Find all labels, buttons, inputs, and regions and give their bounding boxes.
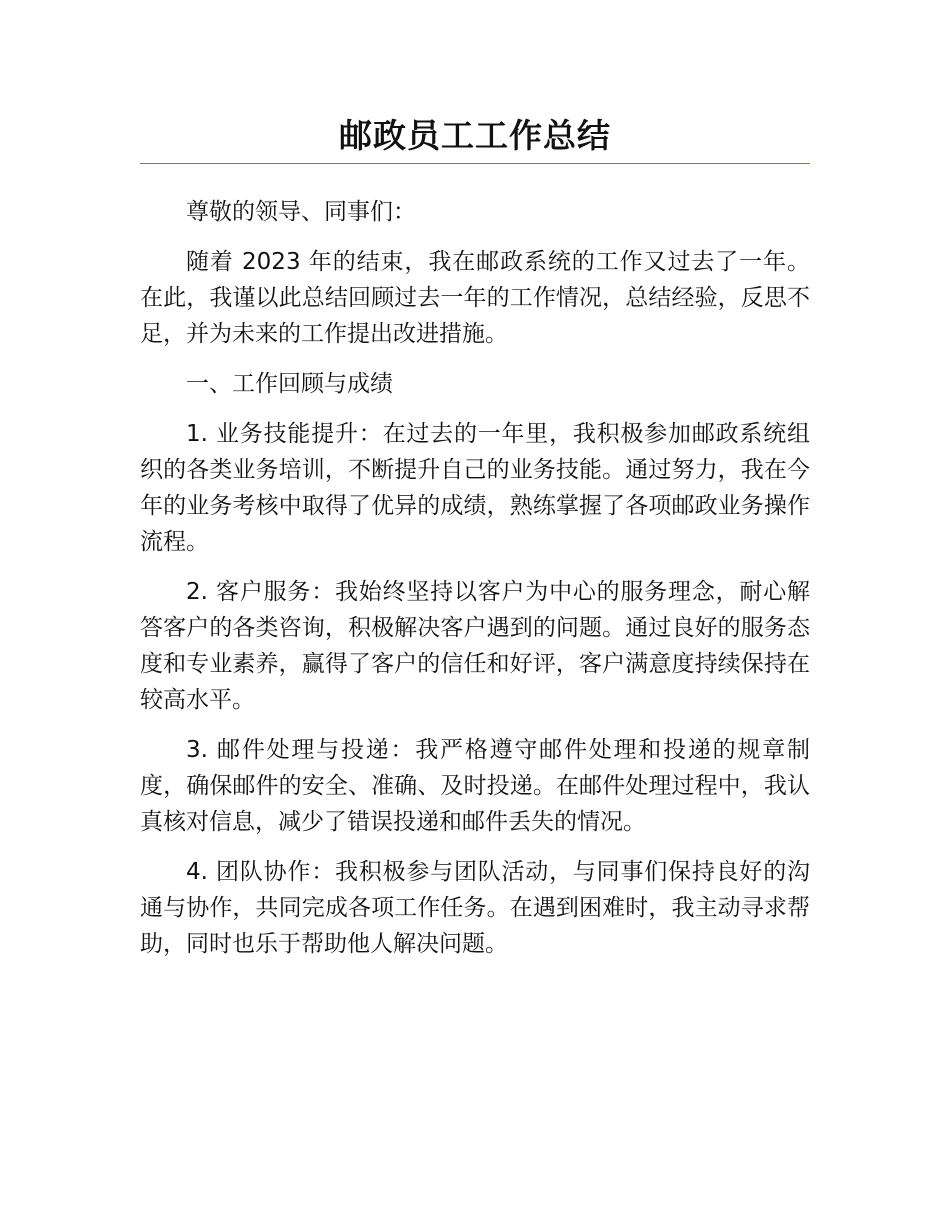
section-heading: 一、工作回顾与成绩 (186, 371, 393, 397)
intro-paragraph: 随着 2023 年的结束，我在邮政系统的工作又过去了一年。在此，我谨以此总结回顾过去一年的工作情况，总结经验，反思不足，并为未来的工作提出改进措施。 (140, 249, 810, 347)
page-title: 邮政员工工作总结 (339, 116, 611, 155)
item-paragraph-teamwork: 4. 团队协作：我积极参与团队活动，与同事们保持良好的沟通与协作，共同完成各项工作任务。在遇到困难时，我主动寻求帮助，同时也乐于帮助他人解决问题。 (140, 859, 810, 957)
item-paragraph-mail-handling: 3. 邮件处理与投递：我严格遵守邮件处理和投递的规章制度，确保邮件的安全、准确、及时投递。在邮件处理过程中，我认真核对信息，减少了错误投递和邮件丢失的情况。 (140, 737, 810, 835)
document-body (140, 194, 810, 976)
item-paragraph-customer-service: 2. 客户服务：我始终坚持以客户为中心的服务理念，耐心解答客户的各类咨询，积极解决客户遇到的问题。通过良好的服务态度和专业素养，赢得了客户的信任和好评，客户满意度持续保持在较高水平。 (140, 579, 810, 713)
salutation-paragraph: 尊敬的领导、同事们： (186, 199, 416, 225)
item-paragraph-skills: 1. 业务技能提升：在过去的一年里，我积极参加邮政系统组织的各类业务培训，不断提升自己的业务技能。通过努力，我在今年的业务考核中取得了优异的成绩，熟练掌握了各项邮政业务操作流程。 (140, 421, 810, 555)
title-divider (140, 163, 810, 164)
